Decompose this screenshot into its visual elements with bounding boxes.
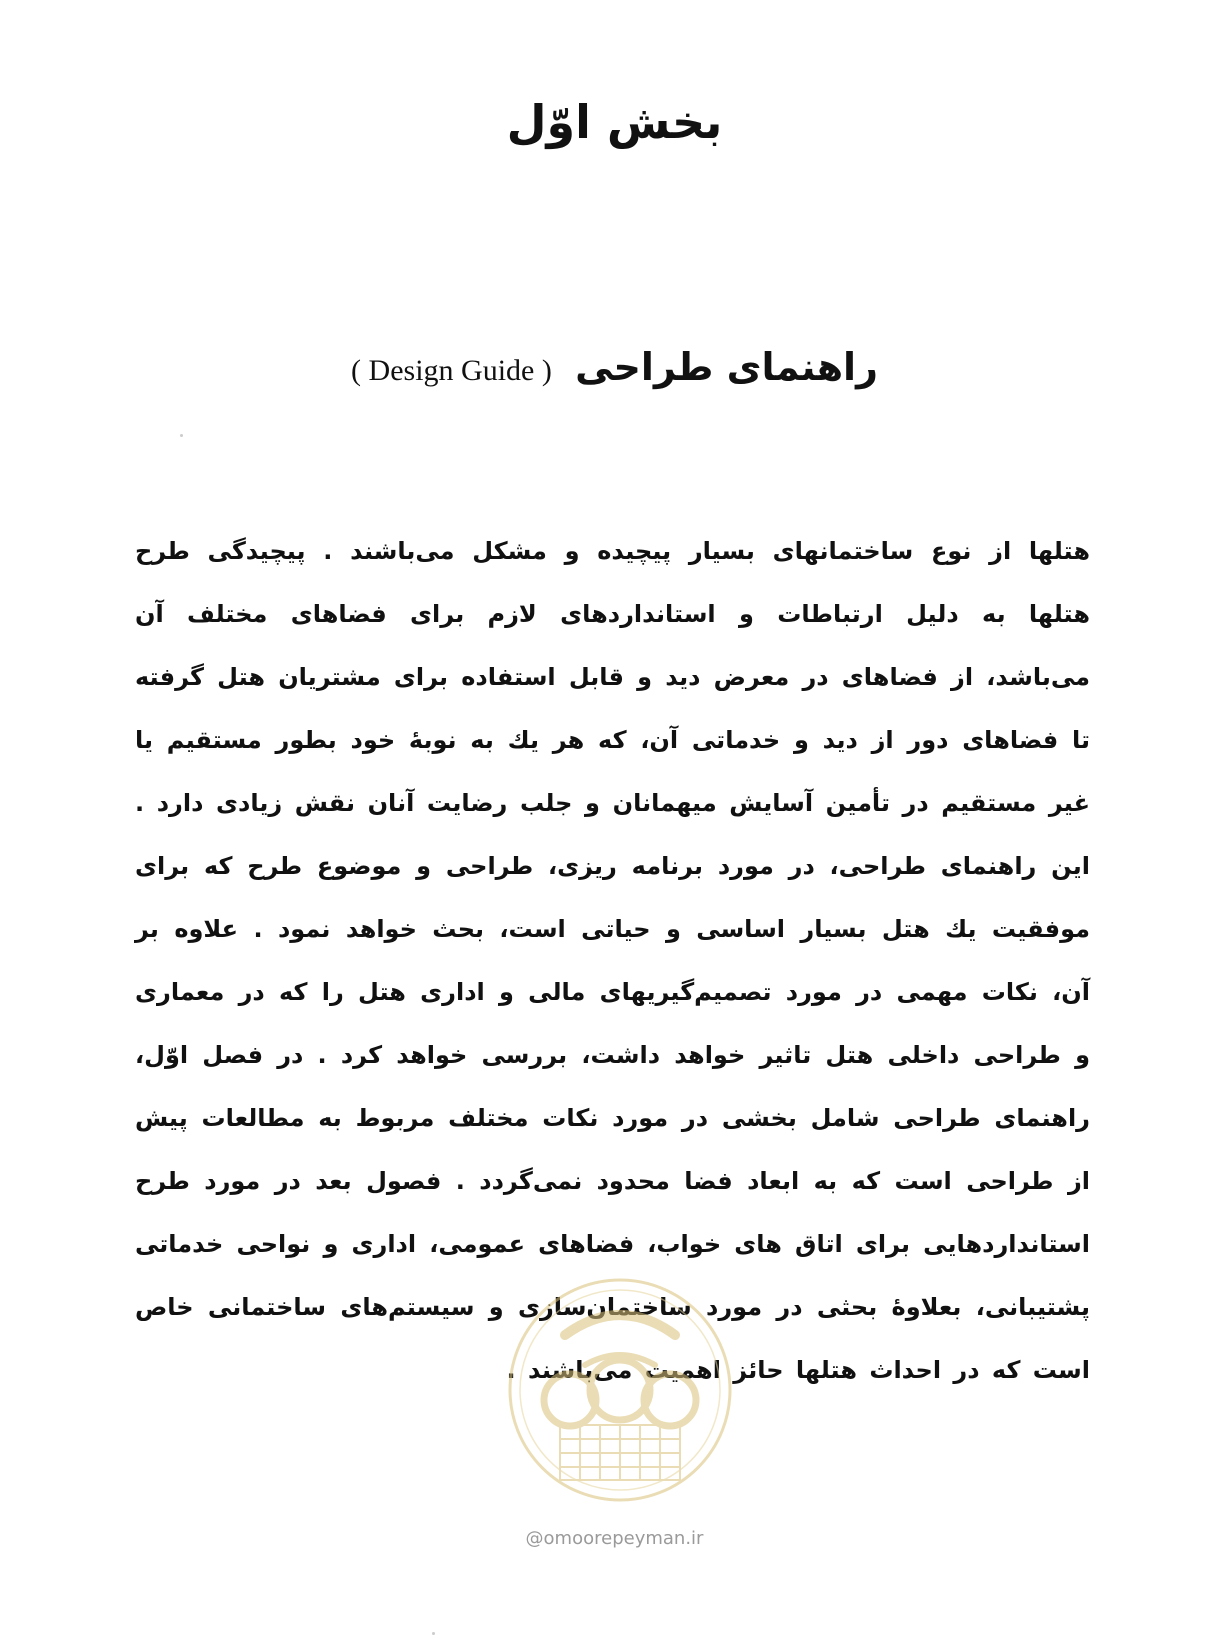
part-title: بخش اوّل (506, 95, 723, 149)
scan-speck (180, 434, 183, 437)
scan-speck (432, 1632, 435, 1635)
section-title-en: ( Design Guide ) (351, 354, 552, 387)
watermark-stamp-logo (505, 1275, 735, 1505)
watermark-url: @omoorepeyman.ir (525, 1528, 704, 1549)
section-title-fa: راهنمای طراحی (575, 345, 878, 389)
section-title (0, 345, 1229, 389)
body-paragraph: هتلها از نوع ساختمانهای بسیار پیچیده و مشکل می‌باشند . پیچیدگی طرح هتلها به دلیل ارتباطات و استانداردهای لازم برای فضاهای مختلف آن می‌باشد، از فضاهای در معرض دید و قابل استفاده برای مشتریان هتل گرفته تا فضاهای دور از دید و خدماتی آن، که هر یك به نوبهٔ خود بطور مستقیم یا غیر مستقیم در تأمین آسایش میهمانان و جلب رضایت آنان نقش زیادی دارد . این راهنمای طراحی، در مورد برنامه ریزی، طراحی و موضوع طرح که برای موفقیت یك هتل بسیار اساسی و حیاتی است، بحث خواهد نمود . علاوه بر آن، نکات مهمی در مورد تصمیم‌گیریهای مالی و اداری هتل را که در معماری و طراحی داخلی هتل تاثیر خواهد داشت، بررسی خواهد کرد . در فصل اوّل، راهنمای طراحی شامل بخشی در مورد نکات مختلف مربوط به مطالعات پیش از طراحی است که به ابعاد فضا محدود نمی‌گردد . فصول بعد در مورد طرح استانداردهایی برای اتاق های خواب، فضاهای عمومی، اداری و نواحی خدماتی پشتیبانی، بعلاوهٔ بحثی در مورد ساختمان‌سازی و سیستم‌های ساختمانی خاص است که در احداث هتلها حائز اهمیت می‌باشند . (135, 537, 1090, 1384)
